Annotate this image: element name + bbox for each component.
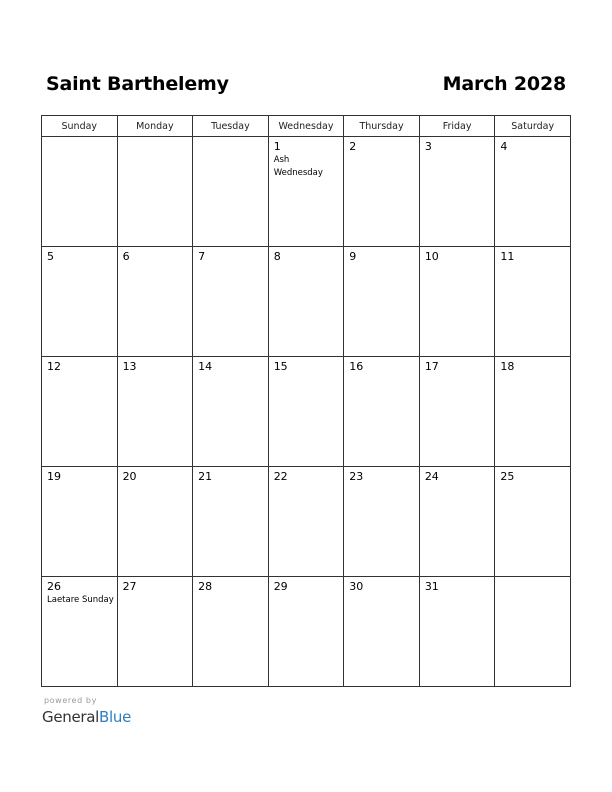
day-number: 17 (424, 360, 439, 373)
day-number: 11 (500, 250, 515, 263)
day-cell (344, 467, 420, 577)
day-cell-content (269, 357, 344, 466)
day-cell (344, 247, 420, 357)
day-cell-content (118, 467, 193, 576)
day-cell-content (344, 577, 419, 686)
day-number: 31 (424, 580, 439, 593)
day-cell-content (269, 137, 344, 246)
day-number: 18 (500, 360, 515, 373)
weekday-tuesday: Tuesday (193, 116, 269, 137)
country-title: Saint Barthelemy (46, 73, 229, 95)
day-cell-content (118, 357, 193, 466)
day-cell-content (42, 357, 117, 466)
day-number: 5 (47, 250, 54, 263)
generalblue-logo (42, 706, 131, 728)
day-cell (193, 247, 269, 357)
day-cell-content (118, 137, 193, 246)
day-number: 23 (349, 470, 364, 483)
week-row (42, 247, 571, 357)
day-cell-content (495, 357, 570, 466)
day-cell (268, 137, 344, 247)
day-number: 22 (273, 470, 288, 483)
day-cell (117, 467, 193, 577)
day-cell-content (420, 247, 495, 356)
day-number: 24 (424, 470, 439, 483)
day-number: 16 (349, 360, 364, 373)
day-number: 10 (424, 250, 439, 263)
day-cell-content (495, 467, 570, 576)
brand-general-text: General (42, 708, 100, 726)
day-cell-content (42, 137, 117, 246)
day-number: 19 (47, 470, 61, 483)
day-cell-content (495, 247, 570, 356)
day-cell-content (118, 577, 193, 686)
day-cell-content (344, 247, 419, 356)
day-number: 29 (273, 580, 288, 593)
day-number: 6 (122, 250, 130, 263)
day-cell (117, 247, 193, 357)
day-number: 27 (122, 580, 137, 593)
day-number: 15 (273, 360, 288, 373)
day-number: 2 (349, 140, 357, 153)
day-cell (495, 247, 571, 357)
day-number: 28 (198, 580, 213, 593)
brand-blue-text: Blue (99, 708, 132, 726)
weekday-thursday: Thursday (344, 116, 420, 137)
footer-branding (42, 696, 131, 728)
weekday-friday: Friday (419, 116, 495, 137)
day-number: 9 (349, 250, 357, 263)
day-cell (419, 357, 495, 467)
month-year-title: March 2028 (442, 73, 566, 95)
day-cell-content (420, 137, 495, 246)
day-cell-content (193, 467, 268, 576)
day-cell (42, 357, 118, 467)
day-number: 26 (47, 580, 61, 593)
calendar-grid (41, 115, 571, 687)
day-cell (42, 577, 118, 687)
weekday-header-row (42, 116, 571, 137)
day-cell (344, 357, 420, 467)
day-cell-content (269, 467, 344, 576)
week-row (42, 137, 571, 247)
day-cell (193, 137, 269, 247)
day-number: 12 (47, 360, 61, 373)
day-cell (117, 137, 193, 247)
holiday-label: Laetare Sunday (47, 595, 114, 605)
day-cell-content (118, 247, 193, 356)
day-cell (495, 467, 571, 577)
day-cell-content (495, 137, 570, 246)
week-row (42, 467, 571, 577)
day-cell (42, 467, 118, 577)
day-number: 25 (500, 470, 515, 483)
day-number: 30 (349, 580, 364, 593)
day-cell (268, 357, 344, 467)
day-cell (495, 577, 571, 687)
day-cell (268, 467, 344, 577)
day-cell-content (42, 247, 117, 356)
day-cell-content (420, 357, 495, 466)
day-cell-content (193, 137, 268, 246)
weekday-saturday: Saturday (495, 116, 571, 137)
week-row (42, 577, 571, 687)
day-cell (117, 357, 193, 467)
day-cell-content (269, 247, 344, 356)
day-number: 20 (122, 470, 137, 483)
day-number: 8 (273, 250, 281, 263)
day-cell-content (495, 577, 570, 686)
day-cell-content (344, 467, 419, 576)
day-number: 21 (198, 470, 213, 483)
day-number: 4 (500, 140, 508, 153)
day-cell-content (42, 467, 117, 576)
day-number: 1 (273, 140, 281, 153)
day-cell-content (344, 357, 419, 466)
weekday-sunday: Sunday (42, 116, 118, 137)
day-cell-content (42, 577, 117, 686)
day-cell (495, 137, 571, 247)
day-cell (419, 247, 495, 357)
day-cell (419, 137, 495, 247)
day-cell (419, 577, 495, 687)
day-cell (344, 137, 420, 247)
day-cell-content (344, 137, 419, 246)
holiday-label: Ash Wednesday (273, 155, 323, 178)
weekday-wednesday: Wednesday (268, 116, 344, 137)
day-number: 3 (424, 140, 432, 153)
day-number: 7 (198, 250, 206, 263)
day-cell-content (420, 467, 495, 576)
day-cell (42, 137, 118, 247)
powered-by-text: powered by (44, 696, 97, 705)
day-cell (268, 577, 344, 687)
day-cell-content (193, 247, 268, 356)
day-cell-content (420, 577, 495, 686)
day-cell (193, 357, 269, 467)
weekday-monday: Monday (117, 116, 193, 137)
day-number: 13 (122, 360, 137, 373)
day-cell (495, 357, 571, 467)
day-cell (117, 577, 193, 687)
day-cell (42, 247, 118, 357)
day-cell (419, 467, 495, 577)
day-cell (193, 577, 269, 687)
day-cell-content (193, 577, 268, 686)
day-cell (268, 247, 344, 357)
week-row (42, 357, 571, 467)
day-cell (344, 577, 420, 687)
day-cell (193, 467, 269, 577)
day-cell-content (269, 577, 344, 686)
calendar-header (42, 70, 570, 100)
day-number: 14 (198, 360, 213, 373)
day-cell-content (193, 357, 268, 466)
